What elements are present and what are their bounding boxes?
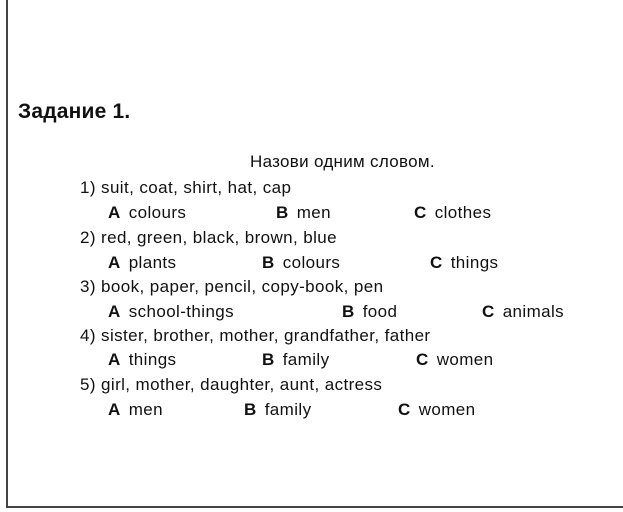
- question-4: 4) sister, brother, mother, grandfather, father: [80, 326, 431, 345]
- option-letter: C: [398, 400, 411, 419]
- option-text: women: [436, 350, 494, 369]
- question-3-option-c: [482, 302, 564, 322]
- option-text: food: [362, 302, 398, 321]
- option-letter: B: [262, 350, 275, 369]
- question-3-option-b: [342, 302, 397, 322]
- option-letter: C: [430, 253, 443, 272]
- option-text: clothes: [434, 203, 492, 222]
- question-3-option-a: [108, 302, 234, 322]
- question-1-option-c: [414, 203, 491, 223]
- option-text: things: [450, 253, 499, 272]
- question-4-option-a: [108, 350, 176, 370]
- question-1: 1) suit, coat, shirt, hat, cap: [80, 178, 292, 197]
- option-text: men: [128, 400, 163, 419]
- question-2: 2) red, green, black, brown, blue: [80, 228, 338, 247]
- option-text: colours: [282, 253, 341, 272]
- option-text: family: [282, 350, 330, 369]
- option-letter: B: [262, 253, 275, 272]
- question-2-option-c: [430, 253, 498, 273]
- option-letter: B: [342, 302, 355, 321]
- option-letter: B: [244, 400, 257, 419]
- option-letter: A: [108, 350, 121, 369]
- option-letter: A: [108, 302, 121, 321]
- option-letter: A: [108, 400, 121, 419]
- option-letter: C: [482, 302, 495, 321]
- question-2-option-a: [108, 253, 176, 273]
- option-letter: B: [276, 203, 289, 222]
- question-5-option-b: [244, 400, 311, 420]
- question-3: 3) book, paper, pencil, copy-book, pen: [80, 277, 384, 296]
- question-4-option-b: [262, 350, 329, 370]
- question-5: 5) girl, mother, daughter, aunt, actress: [80, 375, 383, 394]
- option-text: things: [128, 350, 177, 369]
- option-letter: C: [416, 350, 429, 369]
- option-letter: C: [414, 203, 427, 222]
- question-1-option-a: [108, 203, 186, 223]
- question-5-option-c: [398, 400, 476, 420]
- question-4-option-c: [416, 350, 494, 370]
- instruction: Назови одним словом.: [250, 152, 435, 171]
- option-text: animals: [502, 302, 565, 321]
- task-title: Задание 1.: [18, 100, 131, 123]
- option-letter: A: [108, 253, 121, 272]
- option-text: family: [264, 400, 312, 419]
- question-5-option-a: [108, 400, 163, 420]
- option-text: school-things: [128, 302, 235, 321]
- option-text: men: [296, 203, 331, 222]
- option-text: plants: [128, 253, 177, 272]
- option-text: colours: [128, 203, 187, 222]
- option-text: women: [418, 400, 476, 419]
- question-2-option-b: [262, 253, 340, 273]
- question-1-option-b: [276, 203, 331, 223]
- option-letter: A: [108, 203, 121, 222]
